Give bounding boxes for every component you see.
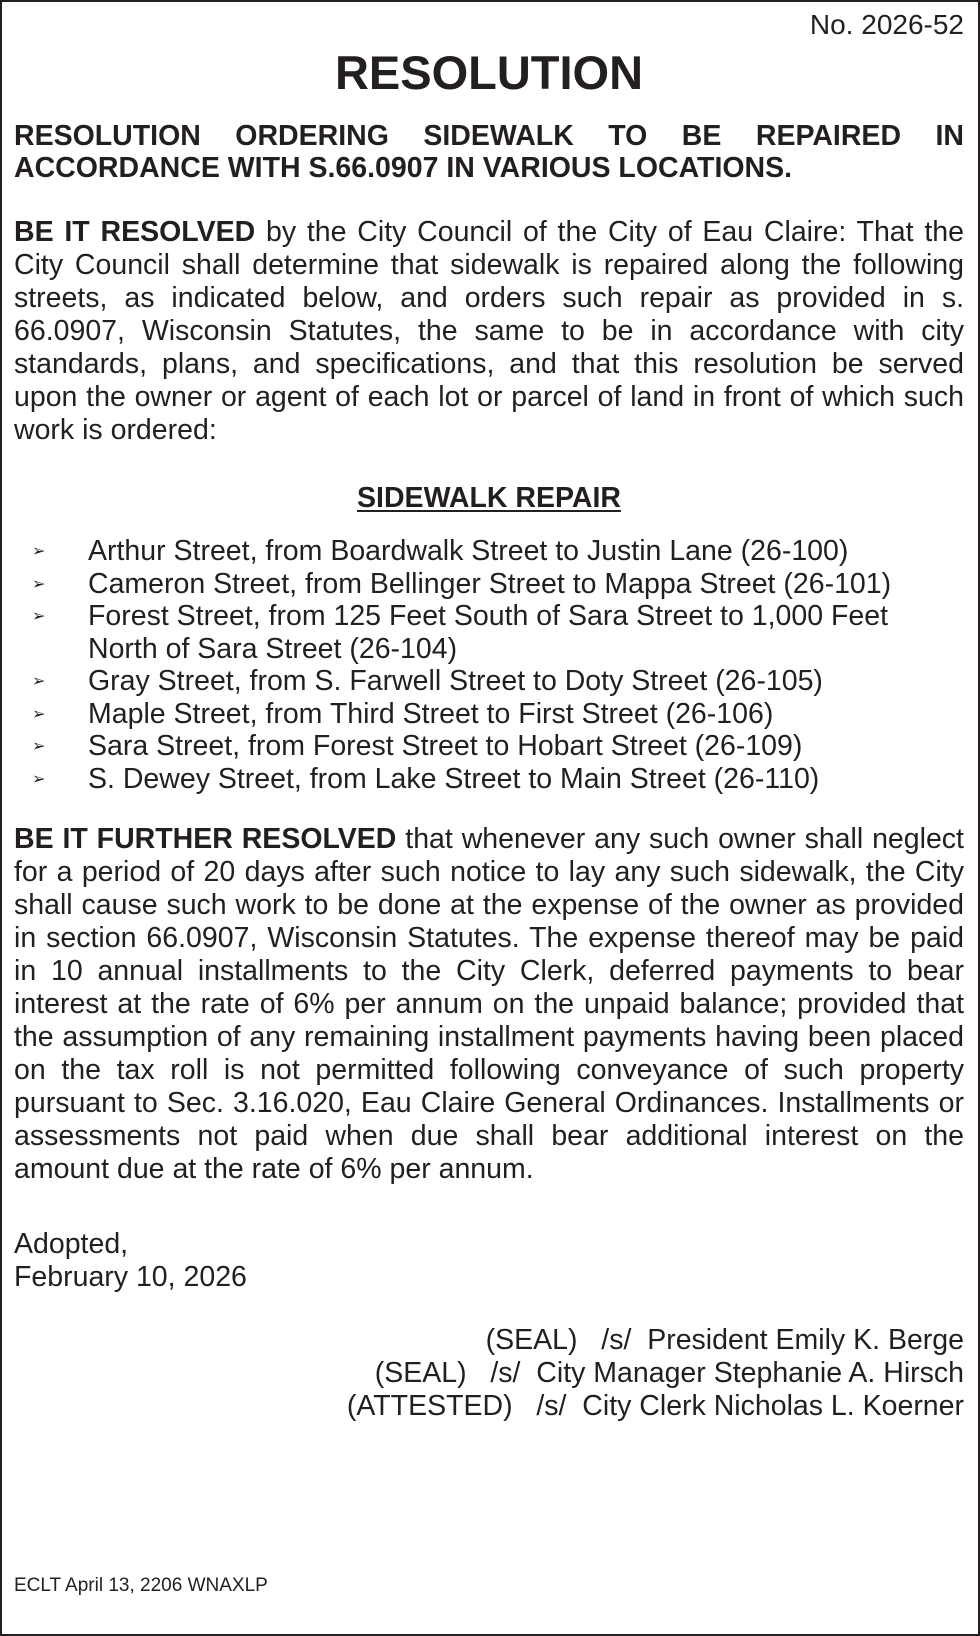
list-item bbox=[14, 665, 964, 698]
repair-location: Cameron Street, from Bellinger Street to Mappa Street (26-101) bbox=[88, 567, 892, 600]
resolution-number: No. 2026-52 bbox=[809, 9, 964, 40]
list-item bbox=[14, 730, 964, 763]
section-heading bbox=[14, 481, 964, 515]
arrowhead-bullet-icon: ➢ bbox=[32, 606, 46, 625]
signature-city-clerk: (ATTESTED) /s/ City Clerk Nicholas L. Koerner bbox=[346, 1390, 964, 1422]
further-resolved-lead: BE IT FURTHER RESOLVED bbox=[14, 823, 397, 855]
adopted-label: Adopted, bbox=[14, 1228, 129, 1260]
resolution-subtitle: RESOLUTION ORDERING SIDEWALK TO BE REPAIRED IN ACCORDANCE WITH S.66.0907 IN VARIOUS LOCATIONS. bbox=[14, 120, 964, 184]
repair-location: Gray Street, from S. Farwell Street to Doty Street (26-105) bbox=[88, 665, 823, 697]
list-item bbox=[14, 698, 964, 731]
arrowhead-bullet-icon: ➢ bbox=[32, 671, 46, 690]
signature-president: (SEAL) /s/ President Emily K. Berge bbox=[485, 1324, 964, 1356]
arrowhead-bullet-icon: ➢ bbox=[32, 541, 46, 560]
repair-location: Maple Street, from Third Street to First Street (26-106) bbox=[88, 697, 774, 730]
repair-location: S. Dewey Street, from Lake Street to Main Street (26-110) bbox=[88, 762, 820, 795]
list-item bbox=[14, 600, 964, 665]
publication-footer: ECLT April 13, 2206 WNAXLP bbox=[14, 1575, 268, 1596]
list-item bbox=[14, 535, 964, 568]
section-heading-text: SIDEWALK REPAIR bbox=[357, 482, 621, 514]
arrowhead-bullet-icon: ➢ bbox=[32, 768, 46, 788]
page-title: RESOLUTION bbox=[334, 46, 644, 99]
resolved-lead: BE IT RESOLVED bbox=[14, 216, 256, 248]
sidewalk-repair-list bbox=[14, 535, 964, 795]
repair-location: Forest Street, from 125 Feet South of Sara Street to 1,000 Feet North of Sara Street (26-104) bbox=[88, 600, 889, 665]
further-resolved-paragraph bbox=[14, 823, 964, 1186]
adoption-block bbox=[14, 1228, 964, 1294]
signature-block bbox=[14, 1324, 964, 1423]
resolved-paragraph bbox=[14, 216, 964, 447]
resolved-text: by the City Council of the City of Eau Claire: That the City Council shall determine that sidewalk is repaired along the following streets, as indicated below, and orders such repair as provided in s. 66.0907, Wisconsin Statutes, the same to be in accordance with city standards, plans, and specifications, and that this resolution be served upon the owner or agent of each lot or parcel of land in front of which such work is ordered: bbox=[14, 216, 964, 446]
repair-location: Sara Street, from Forest Street to Hobart Street (26-109) bbox=[88, 730, 803, 762]
arrowhead-bullet-icon: ➢ bbox=[32, 573, 46, 593]
arrowhead-bullet-icon: ➢ bbox=[32, 703, 46, 723]
repair-location: Arthur Street, from Boardwalk Street to Justin Lane (26-100) bbox=[88, 535, 849, 567]
adopted-date: February 10, 2026 bbox=[14, 1261, 247, 1293]
arrowhead-bullet-icon: ➢ bbox=[32, 736, 46, 755]
list-item bbox=[14, 763, 964, 796]
list-item bbox=[14, 568, 964, 601]
further-resolved-text: that whenever any such owner shall neglect for a period of 20 days after such notice to lay any such sidewalk, the City shall cause such work to be done at the expense of the owner as provided in section 66.0907, Wisconsin Statutes. The expense thereof may be paid in 10 annual installments to the City Clerk, deferred payments to bear interest at the rate of 6% per annum on the unpaid balance; provided that the assumption of any remaining installment payments having been placed on the tax roll is not permitted following conveyance of such property pursuant to Sec. 3.16.020, Eau Claire General Ordinances. Installments or assessments not paid when due shall bear additional interest on the amount due at the rate of 6% per annum. bbox=[14, 823, 964, 1185]
signature-city-manager: (SEAL) /s/ City Manager Stephanie A. Hirsch bbox=[374, 1357, 964, 1389]
